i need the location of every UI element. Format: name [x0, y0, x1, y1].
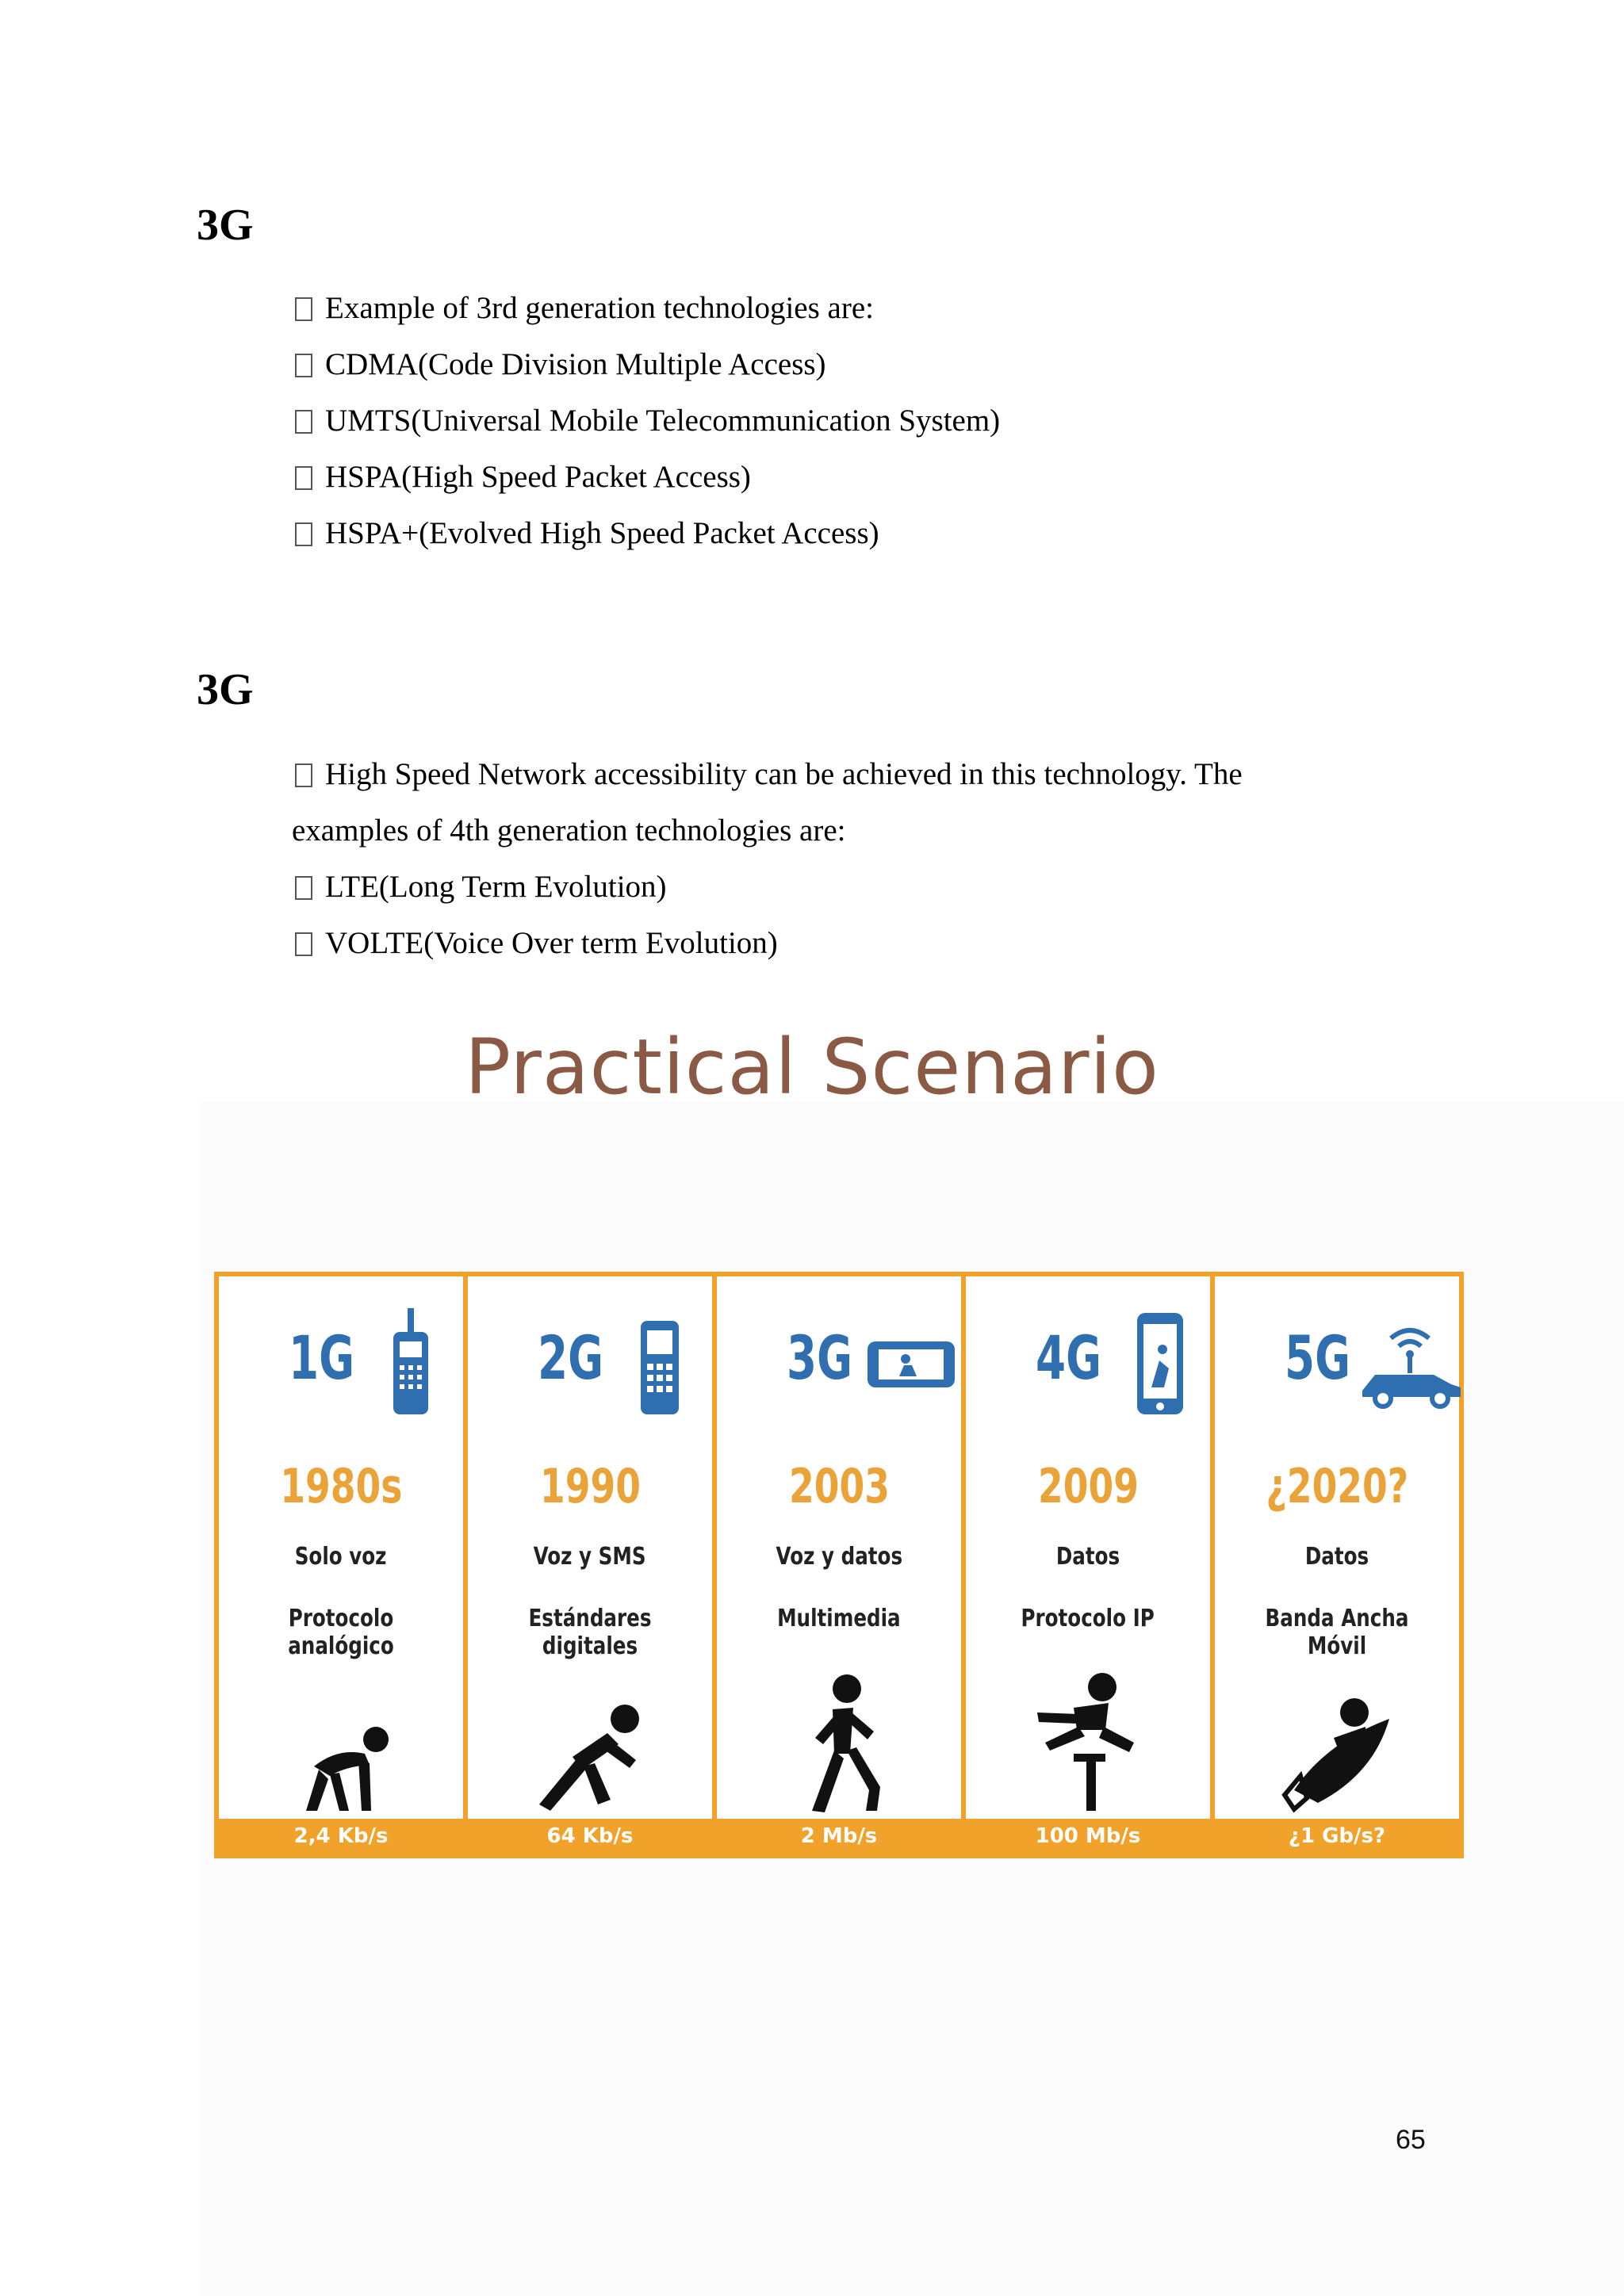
connected-car-icon — [1354, 1308, 1465, 1419]
smartphone-icon — [1116, 1308, 1204, 1419]
generation-panel-4g — [966, 1276, 1215, 1854]
bullet-icon — [295, 354, 312, 377]
generations-infographic — [214, 1272, 1464, 1858]
generation-feature: Datos — [1304, 1543, 1369, 1571]
running-person-icon — [780, 1671, 899, 1814]
generation-feature: Solo voz — [295, 1543, 387, 1571]
section-heading-3g: 3G — [197, 201, 254, 250]
bullet-icon — [295, 466, 312, 490]
generation-panel-5g — [1215, 1276, 1459, 1854]
list-item: CDMA(Code Division Multiple Access) — [295, 336, 1453, 392]
starting-runner-icon — [531, 1671, 650, 1814]
bullet-icon — [295, 297, 312, 321]
list-item: UMTS(Universal Mobile Telecommunication System) — [295, 392, 1453, 449]
generation-protocol: Protocolo analógico — [288, 1605, 394, 1660]
crawling-person-icon — [282, 1671, 401, 1814]
hurdling-person-icon — [1029, 1671, 1148, 1814]
generation-year: 2009 — [1037, 1459, 1139, 1514]
list-item: VOLTE(Voice Over term Evolution) — [295, 915, 1453, 971]
intro-paragraph-line: examples of 4th generation technologies are: — [292, 813, 846, 848]
generation-year: 2003 — [788, 1459, 890, 1514]
generation-year: 1980s — [279, 1459, 403, 1514]
generation-label: 4G — [1036, 1322, 1101, 1393]
feature-phone-icon — [619, 1308, 706, 1419]
generation-feature: Voz y SMS — [533, 1543, 646, 1571]
list-item: HSPA+(Evolved High Speed Packet Access) — [295, 505, 1453, 561]
speed-bar: ¿1 Gb/s? — [1215, 1819, 1459, 1854]
speed-bar: 2 Mb/s — [717, 1819, 961, 1854]
generation-label: 3G — [787, 1322, 852, 1393]
generation-label: 2G — [538, 1322, 603, 1393]
figure-title: Practical Scenario — [465, 1023, 1159, 1112]
generation-protocol: Estándares digitales — [528, 1605, 652, 1660]
generation-protocol: Multimedia — [777, 1605, 901, 1632]
generation-year: ¿2020? — [1266, 1459, 1408, 1514]
rocket-rider-icon — [1278, 1671, 1397, 1814]
smartphone-landscape-icon — [868, 1308, 955, 1419]
bullet-icon — [295, 932, 312, 956]
list-item: Example of 3rd generation technologies are: — [295, 280, 1453, 336]
generation-year: 1990 — [539, 1459, 641, 1514]
page-number: 65 — [1396, 2125, 1426, 2155]
generation-protocol: Banda Ancha Móvil — [1265, 1605, 1409, 1660]
third-generation-list — [295, 280, 1453, 561]
generation-panel-2g — [468, 1276, 717, 1854]
generation-feature: Voz y datos — [776, 1543, 902, 1571]
generation-feature: Datos — [1055, 1543, 1120, 1571]
bullet-icon — [295, 876, 312, 900]
fourth-generation-list — [292, 746, 1453, 971]
generation-panel-3g — [717, 1276, 966, 1854]
list-item: HSPA(High Speed Packet Access) — [295, 449, 1453, 505]
bullet-icon — [295, 410, 312, 434]
bullet-icon — [295, 522, 312, 546]
speed-bar: 64 Kb/s — [468, 1819, 712, 1854]
speed-bar: 100 Mb/s — [966, 1819, 1210, 1854]
generation-panel-1g — [219, 1276, 468, 1854]
speed-bar: 2,4 Kb/s — [219, 1819, 463, 1854]
generation-label: 1G — [289, 1322, 354, 1393]
section-heading-4g: 3G — [197, 665, 254, 714]
intro-paragraph-line: High Speed Network accessibility can be achieved in this technology. The — [295, 746, 1453, 802]
generation-protocol: Protocolo IP — [1021, 1605, 1155, 1632]
list-item: LTE(Long Term Evolution) — [295, 859, 1453, 915]
generation-label: 5G — [1285, 1322, 1350, 1393]
bullet-icon — [295, 763, 312, 787]
mobile-phone-icon — [370, 1308, 457, 1419]
